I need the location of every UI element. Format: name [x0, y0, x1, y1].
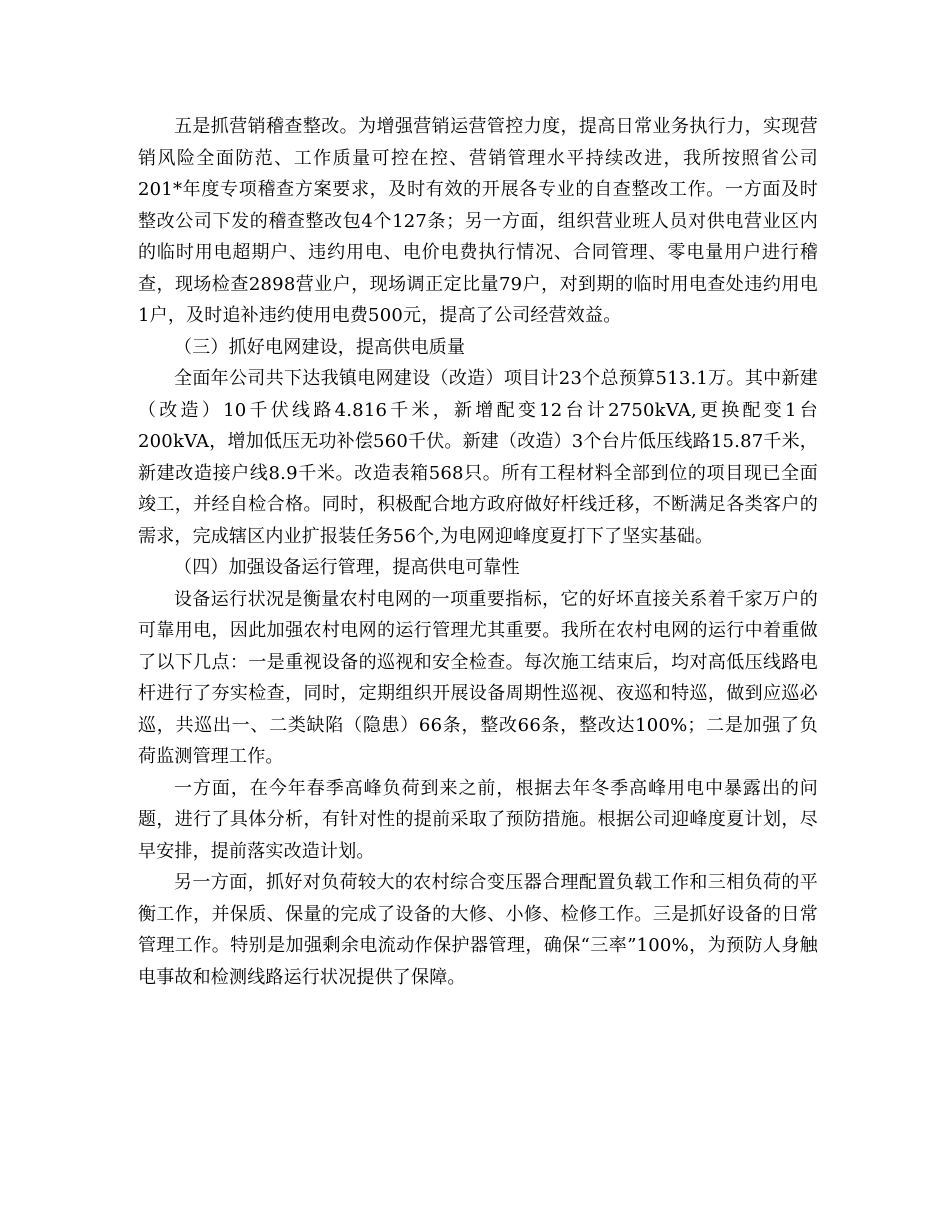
document-body [138, 111, 818, 993]
paragraph-transformer-balancing: 另一方面，抓好对负荷较大的农村综合变压器合理配置负载工作和三相负荷的平衡工作，并保质、保量的完成了设备的大修、小修、检修工作。三是抓好设备的日常管理工作。特别是加强剩余电流动作保护器管理，确保“三率”100%，为预防人身触电事故和检测线路运行状况提供了保障。 [138, 872, 818, 988]
section-heading-equipment-management: （四）加强设备运行管理，提高供电可靠性 [174, 557, 520, 578]
paragraph-marketing-audit: 五是抓营销稽查整改。为增强营销运营管控力度，提高日常业务执行力，实现营销风险全面防范、工作质量可控在控、营销管理水平持续改进，我所按照省公司201*年度专项稽查方案要求，及时有效的开展各专业的自查整改工作。一方面及时整改公司下发的稽查整改包4个127条；另一方面，组织营业班人员对供电营业区内的临时用电超期户、违约用电、电价电费执行情况、合同管理、零电量用户进行稽查，现场检查2898营业户，现场调正定比量79户，对到期的临时用电查处违约用电1户，及时追补违约使用电费500元，提高了公司经营效益。 [138, 116, 818, 326]
section-heading-grid-construction: （三）抓好电网建设，提高供电质量 [174, 336, 466, 358]
paragraph-equipment-status: 设备运行状况是衡量农村电网的一项重要指标，它的好坏直接关系着千家万户的可靠用电，因此加强农村电网的运行管理尤其重要。我所在农村电网的运行中着重做了以下几点：一是重视设备的巡视和安全检查。每次施工结束后，均对高低压线路电杆进行了夯实检查，同时，定期组织开展设备周期性巡视、夜巡和特巡，做到应巡必巡，共巡出一、二类缺陷（隐患）66条，整改66条，整改达100%；二是加强了负荷监测管理工作。 [138, 588, 818, 767]
paragraph-grid-construction: 全面年公司共下达我镇电网建设（改造）项目计23个总预算513.1万。其中新建（改造）10千伏线路4.816千米，新增配变12台计2750kVA,更换配变1台200kVA，增加低压无功补偿560千伏。新建（改造）3个台片低压线路15.87千米，新建改造接户线8.9千米。改造表箱568只。所有工程材料全部到位的项目现已全面竣工，并经自检合格。同时，积极配合地方政府做好杆线迁移，不断满足各类客户的需求，完成辖区内业扩报装任务56个,为电网迎峰度夏打下了坚实基础。 [138, 368, 818, 547]
paragraph-peak-load-preparation: 一方面，在今年春季高峰负荷到来之前，根据去年冬季高峰用电中暴露出的问题，进行了具体分析，有针对性的提前采取了预防措施。根据公司迎峰度夏计划，尽早安排，提前落实改造计划。 [138, 777, 818, 862]
